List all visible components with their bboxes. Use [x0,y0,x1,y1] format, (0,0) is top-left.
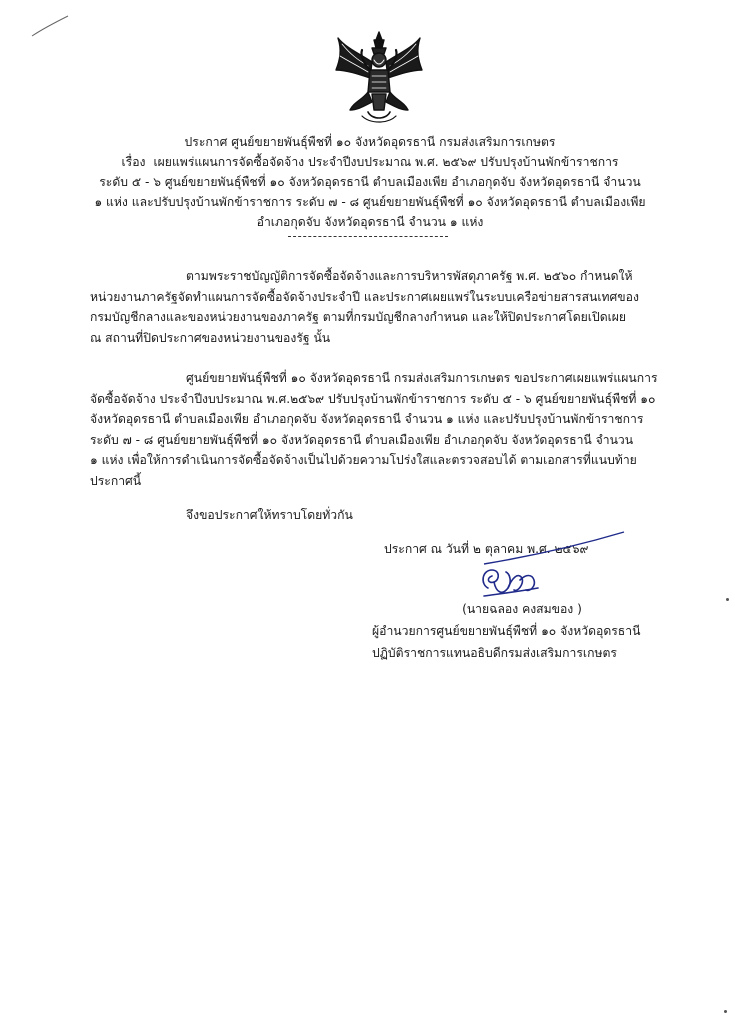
announcement-header [80,132,660,232]
garuda-emblem-icon [332,30,426,126]
paragraph-2-line-3: จังหวัดอุดรธานี ตำบลเมืองเพีย อำเภอกุดจับ จังหวัดอุดรธานี จำนวน ๑ แห่ง และปรับปรุงบ้านพักข้าราชการ [90,412,644,426]
paragraph-1-line-4: ณ สถานที่ปิดประกาศของหน่วยงานของรัฐ นั้น [90,330,331,345]
announcement-date: ประกาศ ณ วันที่ ๒ ตุลาคม พ.ศ. ๒๕๖๙ [384,542,589,556]
paragraph-1-line-1: ตามพระราชบัญญัติการจัดซื้อจัดจ้างและการบริหารพัสดุภาครัฐ พ.ศ. ๒๕๖๐ กำหนดให้ [186,269,633,283]
subject-line-2: ระดับ ๕ - ๖ ศูนย์ขยายพันธุ์พืชที่ ๑๐ จังหวัดอุดรธานี ตำบลเมืองเพีย อำเภอกุดจับ จังหวัดอุดรธานี จำนวน [99,175,641,189]
paragraph-1 [90,266,662,348]
scan-speck [726,598,729,601]
closing-text: จึงขอประกาศให้ทราบโดยทั่วกัน [186,508,353,522]
scan-speck [724,1010,727,1013]
subject-line-3: ๑ แห่ง และปรับปรุงบ้านพักข้าราชการ ระดับ ๗ - ๘ ศูนย์ขยายพันธุ์พืชที่ ๑๐ จังหวัดอุดรธานี ตำบลเมืองเพีย [94,195,646,209]
signer-block [372,598,642,664]
closing-paragraph [90,505,662,526]
paragraph-2-line-4: ระดับ ๗ - ๘ ศูนย์ขยายพันธุ์พืชที่ ๑๐ จังหวัดอุดรธานี ตำบลเมืองเพีย อำเภอกุดจับ จังหวัดอุดรธานี จำนวน [90,432,634,447]
paragraph-1-line-2: หน่วยงานภาครัฐจัดทำแผนการจัดซื้อจัดจ้างประจำปี และประกาศเผยแพร่ในระบบเครือข่ายสารสนเทศของ [90,289,639,304]
paragraph-2-line-1: ศูนย์ขยายพันธุ์พืชที่ ๑๐ จังหวัดอุดรธานี กรมส่งเสริมการเกษตร ขอประกาศเผยแพร่แผนการ [186,371,658,385]
signer-title: ผู้อำนวยการศูนย์ขยายพันธุ์พืชที่ ๑๐ จังหวัดอุดรธานี [372,624,641,638]
subject-line-4: อำเภอกุดจับ จังหวัดอุดรธานี จำนวน ๑ แห่ง [256,215,484,229]
subject-label: เรื่อง [121,155,146,169]
paragraph-2-line-6: ประกาศนี้ [90,473,142,488]
signer-name: (นายฉลอง คงสมของ ) [462,602,582,616]
signer-acting: ปฏิบัติราชการแทนอธิบดีกรมส่งเสริมการเกษตร [372,646,617,660]
header-divider [288,236,448,237]
subject-text-1: เผยแพร่แผนการจัดซื้อจัดจ้าง ประจำปีงบประมาณ พ.ศ. ๒๕๖๙ ปรับปรุงบ้านพักข้าราชการ [153,155,619,169]
subject-line-1 [80,152,660,172]
paragraph-2-line-2: จัดซื้อจัดจ้าง ประจำปีงบประมาณ พ.ศ.๒๕๖๙ ปรับปรุงบ้านพักข้าราชการ ระดับ ๕ - ๖ ศูนย์ขยายพันธุ์พืชที่ ๑๐ [90,391,656,406]
paragraph-2 [90,368,662,491]
scan-mark-icon [30,14,70,38]
paragraph-1-line-3: กรมบัญชีกลางและของหน่วยงานของภาครัฐ ตามที่กรมบัญชีกลางกำหนด และให้ปิดประกาศโดยเปิดเผย [90,310,627,324]
announcement-title: ประกาศ ศูนย์ขยายพันธุ์พืชที่ ๑๐ จังหวัดอุดรธานี กรมส่งเสริมการเกษตร [184,135,556,149]
paragraph-2-line-5: ๑ แห่ง เพื่อให้การดำเนินการจัดซื้อจัดจ้างเป็นไปด้วยความโปร่งใสและตรวจสอบได้ ตามเอกสารที่แนบท้าย [90,453,637,467]
